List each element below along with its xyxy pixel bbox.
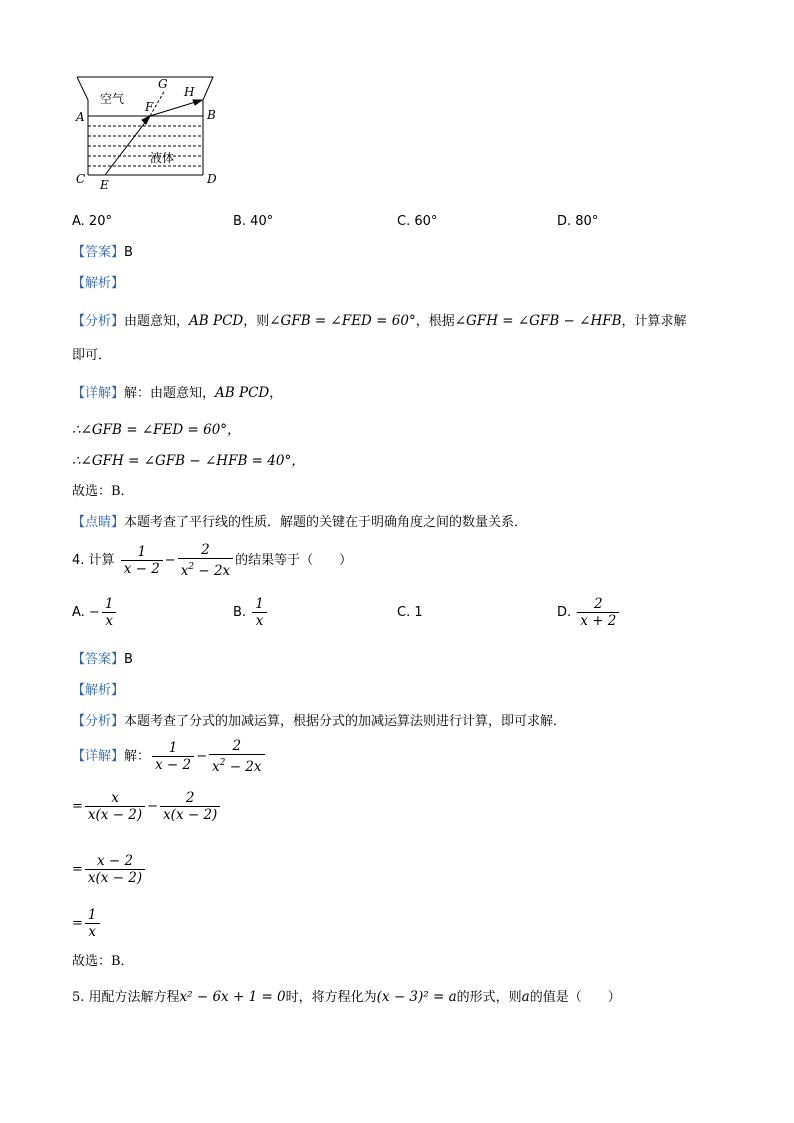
air-label: 空气 [100,92,125,106]
q4-step-2: = $\frac{x - 2}{x(x - 2)}$ [72,850,147,890]
q4-step-3: = $\frac{1}{x}$ [72,905,102,943]
q4-answer-line: 【答案】B [72,652,133,667]
refraction-figure [70,70,230,195]
q4-option-d: D. $\frac{2}{x + 2}$ [557,595,621,631]
q4-option-c: C. 1 [397,605,423,620]
fenxi-line-2: 即可． [72,348,112,363]
q4-stem: 4. 计算 $\frac{1}{x - 2}$ − $\frac{2}{x^2 - 2x}$ 的结果等于（ ） [72,542,353,579]
option-a: A. 20° [72,214,112,229]
analysis-tag: 【解析】 [72,276,125,291]
q4-choose-line: 故选：B． [72,954,134,969]
q4-step-1: = $\frac{x}{x(x - 2)}$ − $\frac{2}{x(x - 2)}$ [72,787,222,827]
fenxi-line: 【分析】由题意知，AB PCD，则∠GFB = ∠FED = 60°，根据∠GFH = ∠GFB − ∠HFB，计算求解 [72,313,687,329]
q4-analysis-tag: 【解析】 [72,683,125,698]
option-d: D. 80° [557,214,599,229]
step-2: ∴∠GFH = ∠GFB − ∠HFB = 40°， [72,453,305,469]
q5-stem: 5. 用配方法解方程x² − 6x + 1 = 0时，将方程化为(x − 3)² = a的形式，则a的值是（ ） [72,989,621,1005]
point-a-label: A [76,110,85,124]
dianjing-line: 【点睛】本题考查了平行线的性质．解题的关键在于明确角度之间的数量关系． [72,515,528,530]
option-b: B. 40° [233,214,274,229]
q4-option-a: A. − $\frac{1}{x}$ [72,595,118,631]
answer-line: 【答案】B [72,245,133,260]
point-h-label: H [184,85,195,99]
q4-fenxi-line: 【分析】本题考查了分式的加减运算，根据分式的加减运算法则进行计算，即可求解． [72,714,567,729]
point-f-label: F [145,100,154,114]
point-g-label: G [158,77,168,91]
point-d-label: D [207,172,217,186]
q4-option-b: B. $\frac{1}{x}$ [233,595,269,631]
point-b-label: B [207,108,216,122]
choose-line: 故选：B． [72,484,134,499]
option-c: C. 60° [397,214,438,229]
point-e-label: E [100,178,109,192]
detail-line: 【详解】解：由题意知，AB PCD， [72,385,283,401]
point-c-label: C [76,172,86,186]
q4-detail-line: 【详解】解： $\frac{1}{x - 2}$ − $\frac{2}{x^2 - 2x}$ [72,738,267,776]
step-1: ∴∠GFB = ∠FED = 60°， [72,422,241,438]
liquid-label: 液体 [150,151,175,165]
